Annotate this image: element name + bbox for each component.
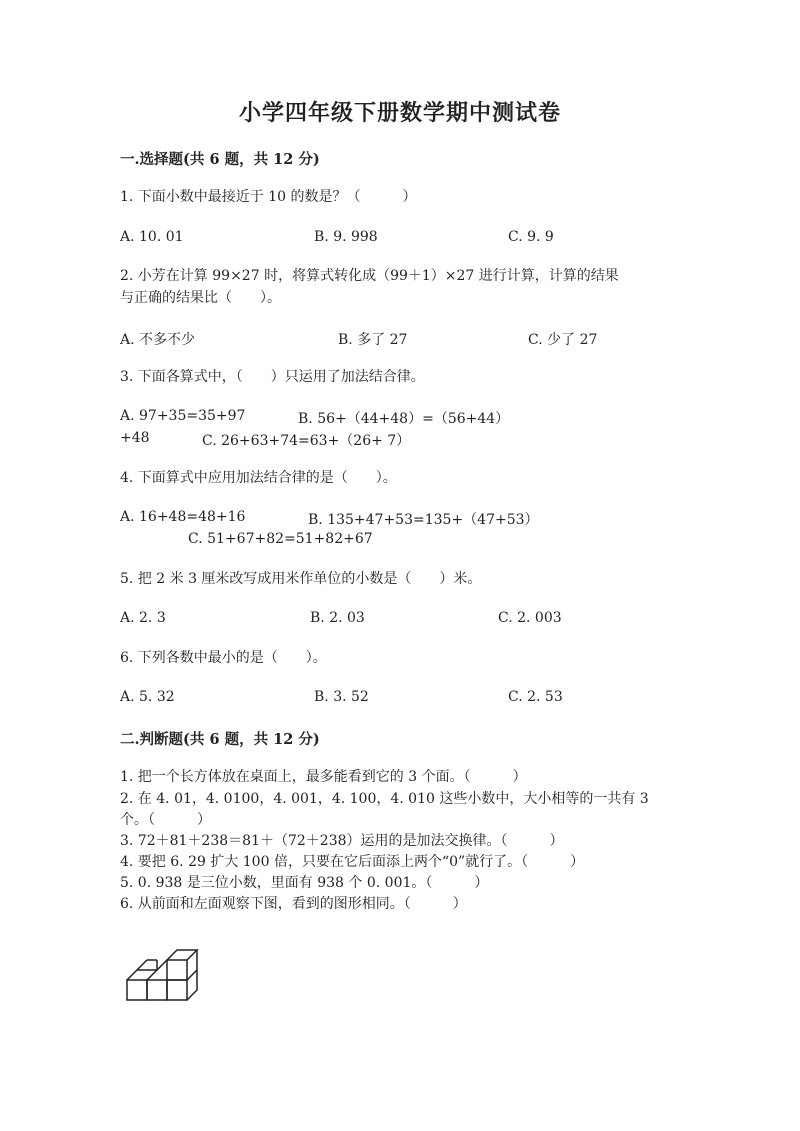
judgement-item-1: 1. 把一个长方体放在桌面上，最多能看到它的 3 个面。（ ） <box>120 769 527 785</box>
question-6-stem: 6. 下列各数中最小的是（ ）。 <box>120 650 327 666</box>
question-3-stem: 3. 下面各算式中，（ ）只运用了加法结合律。 <box>120 369 425 385</box>
judgement-item-6: 6. 从前面和左面观察下图，看到的图形相同。（ ） <box>120 896 467 912</box>
question-5-option-c: C. 2. 003 <box>498 610 562 626</box>
question-6-option-b: B. 3. 52 <box>314 689 369 705</box>
question-3-option-b-cont: +48 <box>120 430 150 446</box>
question-1-option-b: B. 9. 998 <box>314 229 378 245</box>
judgement-item-5: 5. 0. 938 是三位小数，里面有 938 个 0. 001。（ ） <box>120 875 489 891</box>
question-2-option-c: C. 少了 27 <box>528 332 598 348</box>
question-2-option-a: A. 不多不少 <box>120 332 196 348</box>
question-2-stem-line2: 与正确的结果比（ ）。 <box>120 290 281 306</box>
question-2-option-b: B. 多了 27 <box>338 332 408 348</box>
question-3-option-c: C. 26+63+74=63+（26+ 7） <box>202 433 411 449</box>
question-1-option-c: C. 9. 9 <box>508 229 554 245</box>
question-4-option-b: B. 135+47+53=135+（47+53） <box>308 512 539 528</box>
question-2-stem-line1: 2. 小芳在计算 99×27 时，将算式转化成（99＋1）×27 进行计算，计算的结果 <box>120 268 619 284</box>
judgement-item-3: 3. 72＋81＋238＝81＋（72＋238）运用的是加法交换律。（ ） <box>120 833 564 849</box>
judgement-item-2-cont: 个。（ ） <box>120 812 211 828</box>
page-title: 小学四年级下册数学期中测试卷 <box>238 100 561 126</box>
judgement-item-4: 4. 要把 6. 29 扩大 100 倍，只要在它后面添上两个“0”就行了。（ ） <box>120 854 585 870</box>
judgement-item-2: 2. 在 4. 01，4. 0100，4. 001，4. 100，4. 010 这些小数中，大小相等的一共有 3 <box>120 791 649 807</box>
question-4-option-c: C. 51+67+82=51+82+67 <box>188 531 373 547</box>
question-4-stem: 4. 下面算式中应用加法结合律的是（ ）。 <box>120 470 397 486</box>
question-3-option-b: B. 56+（44+48）=（56+44） <box>298 411 510 427</box>
cube-stack-figure <box>125 948 200 1006</box>
question-5-option-a: A. 2. 3 <box>120 610 166 626</box>
question-1-option-a: A. 10. 01 <box>120 229 184 245</box>
question-4-option-a: A. 16+48=48+16 <box>120 509 246 525</box>
question-6-option-c: C. 2. 53 <box>508 689 563 705</box>
section-heading-choice: 一.选择题(共 6 题，共 12 分) <box>120 151 320 168</box>
question-1-stem: 1. 下面小数中最接近于 10 的数是？（ ） <box>120 189 417 205</box>
question-5-option-b: B. 2. 03 <box>310 610 365 626</box>
question-3-option-a: A. 97+35=35+97 <box>120 408 246 424</box>
section-heading-judgement: 二.判断题(共 6 题，共 12 分) <box>120 731 320 748</box>
question-5-stem: 5. 把 2 米 3 厘米改写成用米作单位的小数是（ ）米。 <box>120 571 482 587</box>
question-6-option-a: A. 5. 32 <box>120 689 175 705</box>
